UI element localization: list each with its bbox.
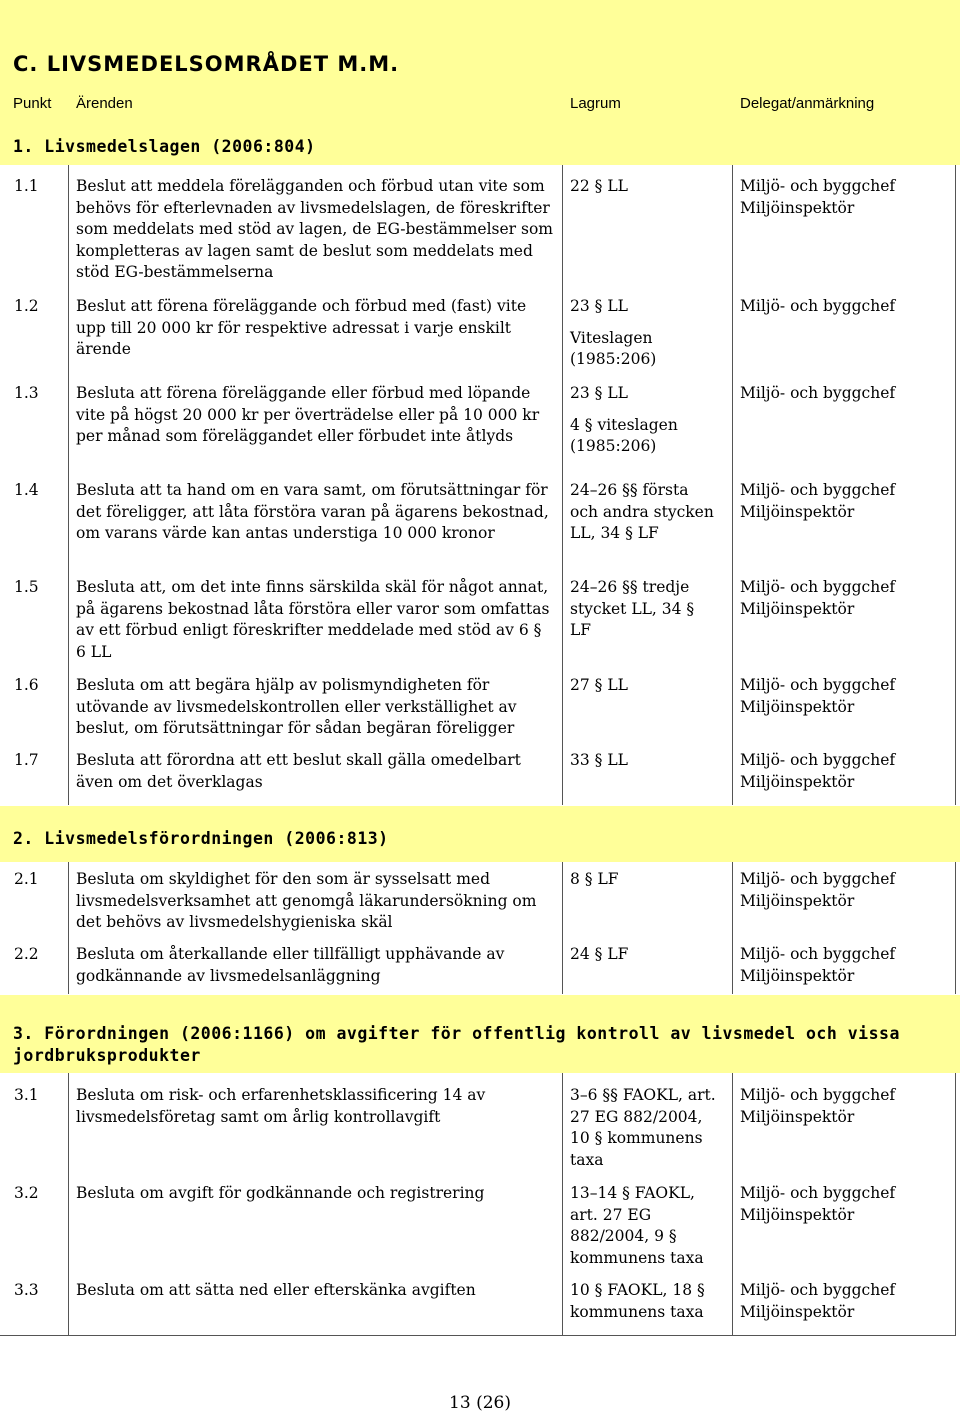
item-delegate: Miljöinspektör (740, 198, 855, 217)
column-divider (68, 862, 69, 994)
item-delegate: Miljö- och byggchef (740, 676, 896, 694)
column-divider (955, 862, 956, 994)
item-delegate: Miljö- och byggchef (740, 297, 896, 315)
item-law: 13–14 § FAOKL, art. 27 EG 882/2004, 9 § kommunens taxa (570, 1184, 704, 1267)
item-description: Besluta om risk- och erfarenhetsklassificering 14 av livsmedelsföretag samt om årlig kontrollavgift (76, 1086, 486, 1126)
column-divider (732, 165, 733, 805)
section-title: 3. Förordningen (2006:1166) om avgifter för offentlig kontroll av livsmedel och vissa jordbruksprodukter (13, 1024, 900, 1065)
section-title: 1. Livsmedelslagen (2006:804) (13, 137, 316, 156)
column-divider (68, 1073, 69, 1335)
item-delegate: Miljöinspektör (740, 599, 855, 618)
item-law: 4 § viteslagen (1985:206) (570, 415, 678, 455)
item-number: 1.3 (14, 384, 39, 402)
item-law: 23 § LL (570, 384, 628, 402)
page-title: C. LIVSMEDELSOMRÅDET M.M. (13, 52, 400, 76)
item-law: 3–6 §§ FAOKL, art. 27 EG 882/2004, 10 § kommunens taxa (570, 1086, 716, 1169)
item-delegate: Miljöinspektör (740, 697, 855, 716)
item-description: Beslut att meddela förelägganden och förbud utan vite som behövs för efterlevnaden av livsmedelslagen, de föreskrifter som meddelats med stöd av lagen, de EG-bestämmelser som kompletteras av lagen samt de beslut som meddelats med stöd EG-bestämmelserna (76, 177, 553, 281)
item-delegate: Miljö- och byggchef (740, 751, 896, 769)
column-divider (68, 165, 69, 805)
item-law: 10 § FAOKL, 18 § kommunens taxa (570, 1281, 705, 1321)
item-number: 1.1 (14, 177, 39, 195)
item-delegate: Miljöinspektör (740, 966, 855, 985)
item-delegate: Miljöinspektör (740, 1205, 855, 1224)
item-number: 3.1 (14, 1086, 39, 1104)
item-description: Beslut att förena föreläggande och förbud med (fast) vite upp till 20 000 kr för respektive adressat i varje enskilt ärende (76, 297, 527, 358)
column-header-lagrum: Lagrum (570, 95, 621, 112)
column-divider (732, 862, 733, 994)
page-number: 13 (26) (449, 1393, 511, 1413)
item-law: Viteslagen (1985:206) (570, 328, 657, 368)
item-description: Besluta om skyldighet för den som är sysselsatt med livsmedelsverksamhet att genomgå läkarundersökning om det behövs av livsmedelshygieniska skäl (76, 870, 537, 931)
item-law: 27 § LL (570, 676, 628, 694)
item-description: Besluta om att begära hjälp av polismyndigheten för utövande av livsmedelskontrollen eller verkställighet av beslut, om förutsättningar för sådan begäran föreligger (76, 676, 517, 737)
column-header-punkt: Punkt (13, 95, 52, 112)
item-delegate: Miljö- och byggchef (740, 177, 896, 195)
item-number: 3.2 (14, 1184, 39, 1202)
column-divider (562, 1073, 563, 1335)
item-delegate: Miljö- och byggchef (740, 481, 896, 499)
item-delegate: Miljö- och byggchef (740, 1184, 896, 1202)
column-divider (562, 862, 563, 994)
item-description: Besluta att ta hand om en vara samt, om förutsättningar för det föreligger, att låta förstöra varan på ägarens bekostnad, om varans värde kan antas understiga 10 000 kronor (76, 481, 549, 542)
item-delegate: Miljö- och byggchef (740, 945, 896, 963)
column-divider (955, 165, 956, 805)
item-description: Besluta att förena föreläggande eller förbud med löpande vite på högst 20 000 kr per överträdelse eller på 10 000 kr per månad som föreläggandet eller förbudet inte åtlyds (76, 384, 540, 445)
item-number: 1.6 (14, 676, 39, 694)
item-delegate: Miljö- och byggchef (740, 1281, 896, 1299)
item-description: Besluta att, om det inte finns särskilda skäl för något annat, på ägarens bekostnad låta förstöra eller varor som omfattas av ett förbud enligt föreskrifter meddelade med stöd av 6 § 6 LL (76, 578, 550, 661)
item-number: 3.3 (14, 1281, 39, 1299)
column-header-delegat: Delegat/anmärkning (740, 95, 875, 112)
section-title: 2. Livsmedelsförordningen (2006:813) (13, 829, 389, 848)
item-number: 1.7 (14, 751, 39, 769)
item-number: 2.2 (14, 945, 39, 963)
table-bottom-border (0, 1335, 956, 1336)
item-number: 2.1 (14, 870, 39, 888)
item-delegate: Miljöinspektör (740, 1302, 855, 1321)
item-description: Besluta om avgift för godkännande och registrering (76, 1184, 485, 1202)
item-delegate: Miljöinspektör (740, 891, 855, 910)
item-number: 1.5 (14, 578, 39, 596)
column-divider (732, 1073, 733, 1335)
item-law: 8 § LF (570, 870, 619, 888)
item-law: 24–26 §§ första och andra stycken LL, 34 § LF (570, 481, 714, 542)
item-delegate: Miljöinspektör (740, 1107, 855, 1126)
item-delegate: Miljö- och byggchef (740, 1086, 896, 1104)
item-law: 22 § LL (570, 177, 628, 195)
item-law: 33 § LL (570, 751, 628, 769)
item-description: Besluta om att sätta ned eller efterskänka avgiften (76, 1281, 476, 1299)
item-law: 24–26 §§ tredje stycket LL, 34 § LF (570, 578, 695, 639)
column-divider (562, 165, 563, 805)
item-description: Besluta om återkallande eller tillfälligt upphävande av godkännande av livsmedelsanläggning (76, 945, 505, 985)
column-header-arenden: Ärenden (76, 95, 133, 112)
item-delegate: Miljö- och byggchef (740, 578, 896, 596)
item-law: 24 § LF (570, 945, 629, 963)
item-delegate: Miljöinspektör (740, 502, 855, 521)
item-delegate: Miljö- och byggchef (740, 384, 896, 402)
column-divider (955, 1073, 956, 1335)
item-number: 1.2 (14, 297, 39, 315)
item-law: 23 § LL (570, 297, 628, 315)
item-delegate: Miljö- och byggchef (740, 870, 896, 888)
item-delegate: Miljöinspektör (740, 772, 855, 791)
item-description: Besluta att förordna att ett beslut skall gälla omedelbart även om det överklagas (76, 751, 521, 791)
item-number: 1.4 (14, 481, 39, 499)
